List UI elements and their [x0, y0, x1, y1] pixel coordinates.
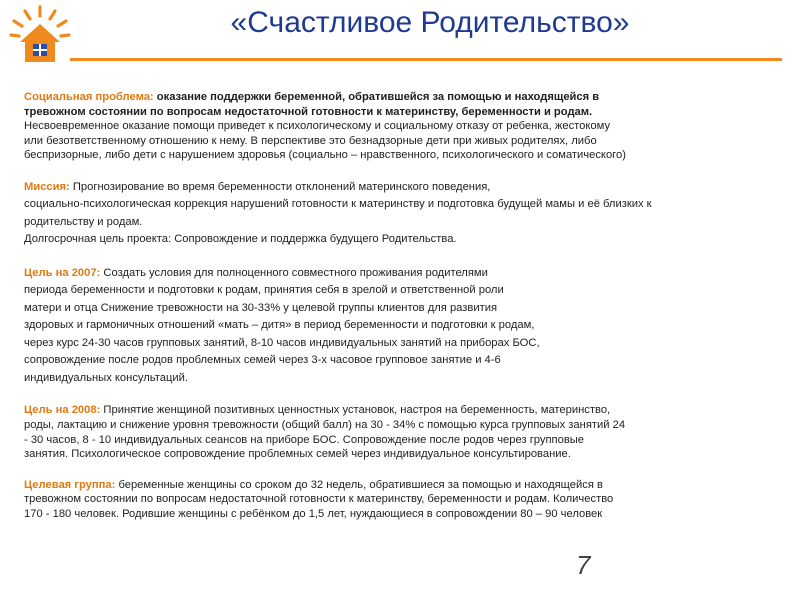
goal-2007-line-4: здоровых и гармоничных отношений «мать – дитя» в период беременности и подготовки к родам,: [24, 319, 535, 332]
goal-2007-line-5: через курс 24-30 часов групповых занятий, 8-10 часов индивидуальных занятий на приборах БОС,: [24, 336, 540, 349]
goal-2008-line-4: занятия. Психологическое сопровождение проблемных семей через индивидуальное консультирование.: [24, 448, 571, 461]
mission-section: [24, 179, 776, 249]
social-problem-label: Социальная проблема:: [24, 91, 154, 103]
title-divider: [70, 58, 782, 61]
mission-line-3: родительству и родам.: [24, 215, 143, 228]
social-problem-text-1: оказание поддержки беременной, обратившейся за помощью и находящейся в: [153, 91, 600, 103]
social-problem-line-2: тревожном состоянии по вопросам недостаточной готовности к материнству, беременности и родам.: [24, 105, 593, 118]
goal-2007-line-2: периода беременности и подготовки к родам, принятия себя в зрелой и ответственной роли: [24, 284, 504, 297]
page-title: «Счастливое Родительство»: [230, 6, 630, 39]
goal-2007-section: [24, 265, 776, 388]
social-problem-line-1: [24, 90, 776, 105]
goal-2007-line-7: индивидуальных консультаций.: [24, 371, 188, 384]
long-term-goal-line: Долгосрочная цель проекта: Сопровождение и поддержка будущего Родительства.: [24, 233, 457, 246]
target-group-section: [24, 478, 776, 522]
social-problem-line-3: Несвоевременное оказание помощи приведет к психологическому и социальному отказу от ребенка, жестокому: [24, 120, 611, 133]
slide-content: [24, 90, 776, 522]
target-group-line-3: 170 - 180 человек. Родившие женщины с ребёнком до 1,5 лет, нуждающиеся в сопровождении 80 – 90 человек: [24, 508, 603, 521]
mission-text-1: Прогнозирование во время беременности отклонений материнского поведения,: [69, 180, 491, 193]
mission-label: Миссия:: [24, 180, 70, 193]
goal-2008-line-2: роды, лактацию и снижение уровня тревожности (общий балл) на 30 - 34% с помощью курса групповых занятий 24: [24, 419, 626, 432]
social-problem-line-4: или безответственному отношению к нему. В перспективе это безнадзорные дети при живых родителях, либо: [24, 134, 597, 147]
goal-2008-section: [24, 403, 776, 461]
target-group-line-1: [24, 478, 776, 493]
target-group-label: Целевая группа:: [24, 478, 116, 491]
goal-2007-label: Цель на 2007:: [24, 266, 101, 279]
target-group-line-2: тревожном состоянии по вопросам недостаточной готовности к материнству, беременности и родам. Количество: [24, 493, 614, 506]
goal-2007-line-6: сопровождение после родов проблемных семей через 3-х часовое групповое занятие и 4-6: [24, 354, 501, 367]
goal-2007-text-1: Создать условия для полноценного совместного проживания родителями: [100, 266, 488, 279]
social-problem-section: [24, 90, 776, 163]
mission-line-2: социально-психологическая коррекция нарушений готовности к материнству и подготовка будущей мамы и её близких к: [24, 198, 652, 211]
goal-2008-line-3: - 30 часов, 8 - 10 индивидуальных сеансов на приборе БОС. Сопровождение после родов через групповые: [24, 433, 585, 446]
goal-2008-line-1: [24, 403, 776, 418]
mission-line-1: [24, 179, 776, 197]
house-icon: [20, 24, 60, 62]
goal-2008-label: Цель на 2008:: [24, 404, 101, 417]
goal-2007-line-3: матери и отца Снижение тревожности на 30-33% у целевой группы клиентов для развития: [24, 301, 498, 314]
page-number: 7: [576, 550, 591, 580]
house-with-sun-logo: [8, 4, 72, 66]
target-group-text-1: беременные женщины со сроком до 32 недель, обратившиеся за помощью и находящейся в: [115, 478, 603, 491]
goal-2008-text-1: Принятие женщиной позитивных ценностных установок, настроя на беременность, материнство,: [100, 404, 611, 417]
social-problem-line-5: беспризорные, либо дети с нарушением здоровья (социально – нравственного, психологического и соматического): [24, 149, 626, 162]
goal-2007-line-1: [24, 265, 776, 283]
